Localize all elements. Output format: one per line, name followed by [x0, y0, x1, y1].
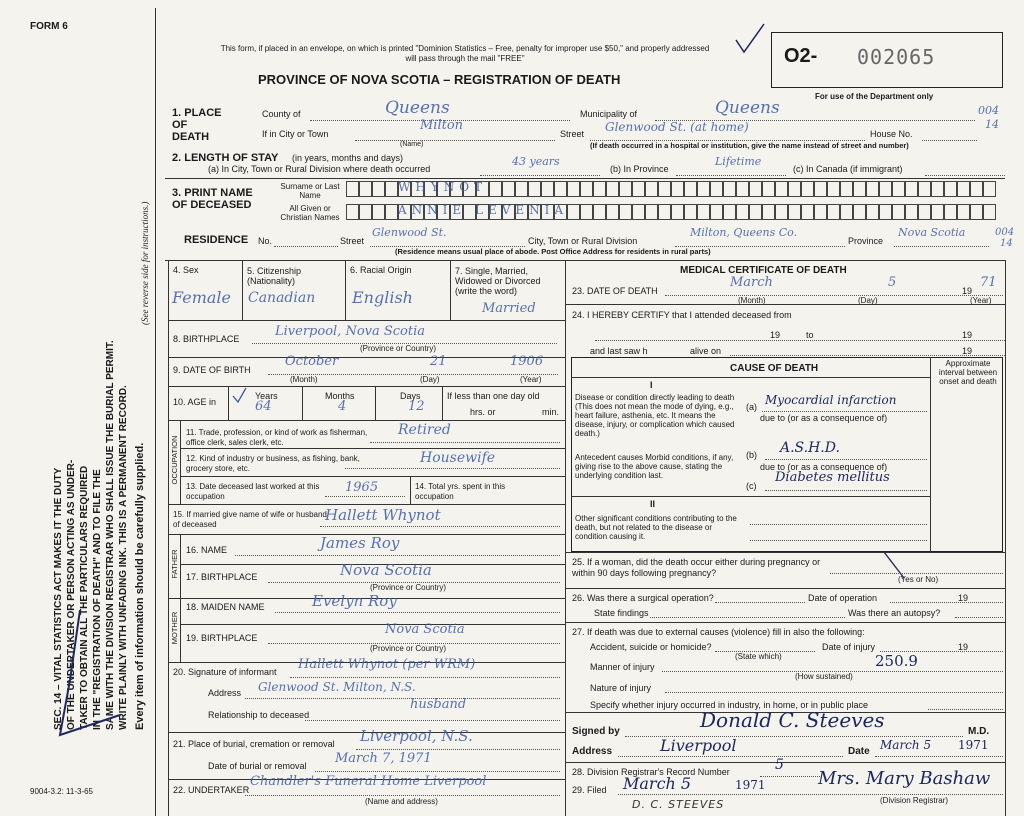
relationship-label: Relationship to deceased: [208, 710, 310, 720]
mother-maiden-label: 18. MAIDEN NAME: [186, 602, 265, 612]
name-char-box[interactable]: [944, 204, 957, 220]
registration-number-box: [771, 32, 1003, 88]
sign-date-label: Date: [848, 746, 870, 757]
name-char-box[interactable]: [866, 204, 879, 220]
name-char-box[interactable]: [710, 204, 723, 220]
father-side: FATHER: [170, 549, 179, 579]
date-op-label: Date of operation: [808, 593, 878, 603]
statute-line: IN THE "REGISTRATION OF DEATH" AND TO FILE THE: [92, 469, 103, 730]
death-19: 19: [962, 286, 973, 296]
name-char-box[interactable]: [515, 181, 528, 197]
father-name-value: James Roy: [320, 534, 400, 552]
name-char-box[interactable]: [944, 181, 957, 197]
name-char-box[interactable]: [580, 204, 593, 220]
filed-label: 29. Filed: [572, 785, 607, 795]
house-no-label: House No.: [870, 129, 913, 139]
certify-to: to: [806, 330, 814, 340]
cause-b-value: A.S.H.D.: [780, 440, 840, 456]
name-char-box[interactable]: [359, 204, 372, 220]
name-char-box[interactable]: [970, 181, 983, 197]
father-name-label: 16. NAME: [186, 545, 228, 555]
date-injury-label: Date of injury: [822, 642, 876, 652]
filed-date-value: March 5: [623, 774, 692, 793]
res-code-2: 14: [1000, 238, 1013, 249]
name-char-box[interactable]: [814, 181, 827, 197]
stay-a-label: (a) In City, Town or Rural Division where death occurred: [208, 164, 431, 174]
care-notice: Every item of information should be carefully supplied.: [134, 442, 146, 730]
birth-day: 21: [430, 354, 447, 369]
given-label: All Given or Christian Names: [280, 204, 340, 222]
cause-c-value: Diabetes mellitus: [775, 470, 890, 485]
racial-label: 6. Racial Origin: [350, 265, 412, 275]
name-char-box[interactable]: [346, 204, 359, 220]
sign-address-value: Liverpool: [660, 736, 737, 755]
statute-line: WRITE PLAINLY WITH UNFADING INK. THIS IS A PERMANENT RECORD.: [118, 385, 129, 730]
dob-label: 9. DATE OF BIRTH: [173, 365, 251, 375]
birthplace-value: Liverpool, Nova Scotia: [275, 324, 426, 339]
signed-by-value: Donald C. Steeves: [700, 708, 885, 732]
surname-label: Surname or Last Name: [280, 182, 340, 200]
autopsy-label: Was there an autopsy?: [848, 608, 941, 618]
cause-title: CAUSE OF DEATH: [730, 363, 819, 374]
burial-date-label: Date of burial or removal: [208, 761, 307, 771]
name-char-box[interactable]: [723, 204, 736, 220]
due-to-a: due to (or as a consequence of): [760, 413, 888, 423]
last-worked-label: 13. Date deceased last worked at this occupation: [186, 482, 320, 501]
name-char-box[interactable]: [736, 181, 749, 197]
op-19: 19: [958, 593, 969, 603]
last-worked-value: 1965: [345, 480, 379, 495]
registrar-signature: Mrs. Mary Bashaw: [818, 768, 991, 789]
name-char-box[interactable]: [580, 181, 593, 197]
stay-units: (in years, months and days): [292, 153, 404, 163]
surname-value: WHYNOT: [398, 180, 488, 194]
spouse-label: 15. If married give name of wife or husband of deceased: [173, 510, 327, 529]
less-than-day-label: If less than one day old: [447, 391, 540, 401]
division-registrar-caption: (Division Registrar): [880, 796, 949, 805]
name-caption: (Name): [400, 141, 424, 148]
name-char-box[interactable]: [788, 181, 801, 197]
name-char-box[interactable]: [905, 181, 918, 197]
name-char-box[interactable]: [385, 181, 398, 197]
father-birthplace-value: Nova Scotia: [340, 561, 432, 579]
res-province-value: Nova Scotia: [898, 226, 966, 239]
name-char-box[interactable]: [541, 181, 554, 197]
disease-text: Disease or condition directly leading to death (This does not mean the mode of dying, e.g., heart failure, asthenia, etc. It means the disease, injury, or complication which caused death.): [575, 393, 735, 438]
city-label: If in City or Town: [262, 129, 329, 139]
place-of-death-label: 1. PLACE OF DEATH: [172, 107, 222, 143]
min-label: min.: [542, 407, 560, 417]
birthplace-label: 8. BIRTHPLACE: [173, 334, 240, 344]
length-of-stay-label: 2. LENGTH OF STAY: [172, 152, 279, 164]
sign-date-value: March 5: [880, 738, 932, 752]
pregnancy-label: 25. If a woman, did the death occur either during pregnancy or within 90 days following pregnancy?: [572, 557, 821, 578]
name-char-box[interactable]: [346, 181, 359, 197]
name-char-box[interactable]: [632, 204, 645, 220]
name-char-box[interactable]: [697, 181, 710, 197]
name-char-box[interactable]: [645, 181, 658, 197]
external-label: 27. If death was due to external causes (violence) fill in also the following:: [572, 627, 865, 637]
dob-day-caption: (Day): [420, 375, 440, 384]
res-note: (Residence means usual place of abode. Post Office Address for residents in rural parts): [395, 247, 711, 256]
death-month: March: [730, 275, 773, 290]
name-char-box[interactable]: [385, 204, 398, 220]
res-street-value: Glenwood St.: [372, 226, 447, 239]
dob-month-caption: (Month): [290, 375, 318, 384]
residence-label: RESIDENCE: [184, 234, 249, 246]
birth-year: 1906: [510, 354, 544, 369]
other-conditions-text: Other significant conditions contributing to the death, but not related to the disease or condition causing it.: [575, 514, 737, 541]
name-char-box[interactable]: [827, 181, 840, 197]
name-char-box[interactable]: [619, 181, 632, 197]
mother-maiden-value: Evelyn Roy: [312, 592, 397, 610]
name-char-box[interactable]: [840, 204, 853, 220]
muni-code: 004: [978, 104, 999, 117]
md-label: M.D.: [968, 726, 990, 737]
name-char-box[interactable]: [957, 181, 970, 197]
trade-label: 11. Trade, profession, or kind of work as fisherman, office clerk, sales clerk, etc.: [186, 428, 368, 447]
certify-label: 24. I HEREBY CERTIFY that I attended deceased from: [572, 310, 792, 320]
years-label: Years: [255, 391, 278, 401]
undertaker-label: 22. UNDERTAKER: [173, 785, 250, 795]
occupation-side-wrap: [170, 420, 180, 504]
tick-mark: [732, 20, 768, 56]
injury-code: 250.9: [875, 652, 918, 670]
birthplace-caption: (Province or Country): [360, 344, 437, 353]
undertaker-value: Chandler's Funeral Home Liverpool: [250, 774, 487, 789]
informant-address-value: Glenwood St. Milton, N.S.: [258, 680, 416, 694]
mother-birthplace-value: Nova Scotia: [385, 622, 465, 637]
father-birthplace-label: 17. BIRTHPLACE: [186, 572, 258, 582]
statute-line: TAKER TO OBTAIN ALL THE PARTICULARS REQUIRED: [79, 465, 90, 730]
statute-line: OF THE UNDERTAKER OR PERSON ACTING AS UNDER-: [66, 459, 77, 730]
name-char-box[interactable]: [866, 181, 879, 197]
name-char-box[interactable]: [671, 204, 684, 220]
name-char-box[interactable]: [840, 181, 853, 197]
name-char-box[interactable]: [879, 204, 892, 220]
name-char-box[interactable]: [853, 204, 866, 220]
signed-by-label: Signed by: [572, 726, 620, 737]
name-char-box[interactable]: [658, 181, 671, 197]
informant-value: Hallett Whynot (per WRM): [298, 657, 476, 672]
occupation-value: Retired: [398, 422, 451, 438]
name-char-box[interactable]: [749, 204, 762, 220]
filed-year-value: 1971: [735, 778, 766, 792]
mother-birthplace-caption: (Province or Country): [370, 644, 447, 653]
age-tick: [230, 386, 250, 406]
stamp-name: D. C. STEEVES: [632, 798, 725, 811]
dod-month-caption: (Month): [738, 296, 766, 305]
record-number-value: 5: [775, 757, 784, 773]
mother-side-wrap: [170, 598, 180, 662]
cause-a-value: Myocardial infarction: [765, 393, 897, 407]
citizenship-label: 5. Citizenship (Nationality): [247, 266, 302, 286]
name-char-box[interactable]: [489, 181, 502, 197]
roman-two: II: [650, 499, 656, 509]
name-char-box[interactable]: [970, 204, 983, 220]
undertaker-caption: (Name and address): [365, 797, 438, 806]
cause-c-label: (c): [746, 481, 757, 491]
res-street-label: Street: [340, 236, 365, 246]
injury-19: 19: [958, 642, 969, 652]
hospital-note: (If death occurred in a hospital or institution, give the name instead of street and number): [590, 141, 909, 150]
months-label: Months: [325, 391, 355, 401]
how-sustained-caption: (How sustained): [795, 672, 853, 681]
dob-year-caption: (Year): [520, 375, 542, 384]
mother-birthplace-label: 19. BIRTHPLACE: [186, 633, 258, 643]
marital-label: 7. Single, Married, Widowed or Divorced (write the word): [455, 266, 541, 296]
name-char-box[interactable]: [775, 204, 788, 220]
state-which-caption: (State which): [735, 652, 782, 661]
age-days: 12: [408, 399, 425, 414]
sign-address-label: Address: [572, 746, 613, 757]
form-number: FORM 6: [30, 21, 68, 32]
burial-date-value: March 7, 1971: [335, 751, 432, 766]
name-char-box[interactable]: [931, 204, 944, 220]
certify-19-a: 19: [770, 330, 781, 340]
check-mark-scribble: [40, 600, 140, 750]
name-char-box[interactable]: [359, 181, 372, 197]
street-label: Street: [560, 129, 585, 139]
name-char-box[interactable]: [801, 204, 814, 220]
date-of-death-label: 23. DATE OF DEATH: [572, 286, 658, 296]
res-city-label: City, Town or Rural Division: [528, 236, 638, 246]
name-char-box[interactable]: [593, 181, 606, 197]
antecedent-text: Antecedent causes Morbid conditions, if any, giving rise to the above cause, stating the underlying condition last.: [575, 453, 734, 480]
relationship-value: husband: [410, 697, 467, 712]
death-day: 5: [888, 275, 897, 290]
cause-b-label: (b): [746, 450, 757, 460]
name-char-box[interactable]: [892, 204, 905, 220]
sign-year-value: 1971: [958, 738, 989, 752]
name-char-box[interactable]: [788, 204, 801, 220]
name-char-box[interactable]: [593, 204, 606, 220]
stay-province-value: Lifetime: [715, 155, 762, 168]
print-name-label: 3. PRINT NAME OF DECEASED: [172, 187, 253, 211]
accident-label: Accident, suicide or homicide?: [590, 642, 712, 652]
county-label: County of: [262, 109, 301, 119]
name-char-box[interactable]: [931, 181, 944, 197]
citizenship-value: Canadian: [248, 290, 316, 306]
age-years: 64: [255, 399, 272, 414]
dod-year-caption: (Year): [970, 296, 992, 305]
reverse-notice: (See reverse side for instructions.): [140, 201, 150, 325]
name-char-box[interactable]: [528, 181, 541, 197]
stay-local-value: 43 years: [512, 155, 560, 168]
informant-address-label: Address: [208, 688, 242, 698]
cause-a-label: (a): [746, 402, 757, 412]
name-char-box[interactable]: [671, 181, 684, 197]
reg-prefix: O2-: [784, 45, 818, 67]
name-char-box[interactable]: [710, 181, 723, 197]
name-char-box[interactable]: [801, 181, 814, 197]
house-code: 14: [985, 118, 999, 131]
informant-label: 20. Signature of informant: [173, 667, 277, 677]
yes-no-caption: (Yes or No): [898, 575, 939, 584]
stay-b-label: (b) In Province: [610, 164, 669, 174]
alive-19: 19: [962, 346, 973, 356]
spouse-value: Hallett Whynot: [325, 506, 441, 524]
where-injury-label: Specify whether injury occurred in industry, in home, or in public place: [590, 700, 868, 710]
record-no-label: 28. Division Registrar's Record Number: [572, 767, 730, 777]
name-char-box[interactable]: [619, 204, 632, 220]
medical-certificate-title: MEDICAL CERTIFICATE OF DEATH: [680, 265, 847, 276]
interval-label: Approximate interval between onset and death: [938, 359, 998, 386]
name-char-box[interactable]: [632, 181, 645, 197]
burial-place-value: Liverpool, N.S.: [360, 727, 473, 745]
res-no-label: No.: [258, 236, 273, 246]
nature-injury-label: Nature of injury: [590, 683, 652, 693]
name-char-box[interactable]: [372, 181, 385, 197]
form-left-border: [155, 8, 156, 816]
name-char-box[interactable]: [697, 204, 710, 220]
last-saw-label: and last saw h: [590, 346, 648, 356]
name-char-box[interactable]: [762, 181, 775, 197]
statute-line: SEC. 14 – VITAL STATISTICS ACT MAKES IT THE DUTY: [53, 467, 64, 730]
reg-number: 002065: [857, 45, 936, 69]
certify-19-b: 19: [962, 330, 973, 340]
form-title: PROVINCE OF NOVA SCOTIA – REGISTRATION OF DEATH: [258, 72, 621, 87]
dept-use: For use of the Department only: [815, 92, 934, 101]
age-months: 4: [338, 399, 347, 414]
name-char-box[interactable]: [905, 204, 918, 220]
father-birthplace-caption: (Province or Country): [370, 583, 447, 592]
days-label: Days: [400, 391, 421, 401]
res-code-1: 004: [995, 227, 1015, 238]
street-value: Glenwood St. (at home): [605, 120, 749, 134]
given-value: ANNIE LEVENIA: [398, 203, 569, 217]
sex-label: 4. Sex: [173, 265, 199, 275]
name-char-box[interactable]: [918, 181, 931, 197]
municipality-value: Queens: [715, 98, 780, 118]
name-char-box[interactable]: [606, 204, 619, 220]
res-province-label: Province: [848, 236, 884, 246]
name-char-box[interactable]: [827, 204, 840, 220]
name-char-box[interactable]: [372, 204, 385, 220]
pregnancy-mark: [880, 548, 910, 584]
name-char-box[interactable]: [645, 204, 658, 220]
name-char-box[interactable]: [606, 181, 619, 197]
burial-label: 21. Place of burial, cremation or removal: [173, 739, 335, 749]
statute-line: SAME WITH THE DIVISION REGISTRAR WHO SHALL ISSUE THE BURIAL PERMIT.: [105, 340, 116, 730]
racial-value: English: [352, 288, 413, 307]
sex-value: Female: [172, 288, 231, 307]
name-char-box[interactable]: [814, 204, 827, 220]
name-char-box[interactable]: [502, 181, 515, 197]
name-char-box[interactable]: [983, 181, 996, 197]
city-value: Milton: [420, 118, 464, 133]
name-char-box[interactable]: [775, 181, 788, 197]
father-side-wrap: [170, 534, 180, 598]
mail-notice: This form, if placed in an envelope, on which is printed "Dominion Statistics – Free, penalty for improper use $50," and properly addressed will pass through the mail "FREE": [220, 44, 710, 63]
death-year: 71: [980, 275, 997, 290]
name-char-box[interactable]: [762, 204, 775, 220]
mother-side: MOTHER: [170, 611, 179, 645]
name-char-box[interactable]: [658, 204, 671, 220]
age-label: 10. AGE in: [173, 397, 217, 407]
surgery-label: 26. Was there a surgical operation?: [572, 593, 714, 603]
res-city-value: Milton, Queens Co.: [690, 226, 798, 239]
industry-label: 12. Kind of industry or business, as fishing, bank, grocery store, etc.: [186, 454, 360, 473]
name-char-box[interactable]: [736, 204, 749, 220]
industry-value: Housewife: [420, 450, 496, 466]
manner-injury-label: Manner of injury: [590, 662, 655, 672]
name-char-box[interactable]: [918, 204, 931, 220]
name-char-box[interactable]: [684, 204, 697, 220]
name-char-box[interactable]: [723, 181, 736, 197]
name-char-box[interactable]: [567, 204, 580, 220]
name-char-box[interactable]: [957, 204, 970, 220]
total-years-label: 14. Total yrs. spent in this occupation: [415, 482, 506, 501]
birth-month: October: [285, 354, 339, 369]
dod-day-caption: (Day): [858, 296, 878, 305]
municipality-label: Municipality of: [580, 109, 638, 119]
occupation-side: OCCUPATION: [170, 435, 179, 485]
alive-on-label: alive on: [690, 346, 722, 356]
due-to-b: due to (or as a consequence of): [760, 462, 888, 472]
roman-one: I: [650, 380, 653, 390]
stay-c-label: (c) In Canada (if immigrant): [793, 164, 903, 174]
name-char-box[interactable]: [853, 181, 866, 197]
name-char-box[interactable]: [983, 204, 996, 220]
name-char-box[interactable]: [567, 181, 580, 197]
county-value: Queens: [385, 98, 450, 118]
name-char-box[interactable]: [879, 181, 892, 197]
name-char-box[interactable]: [684, 181, 697, 197]
state-findings-label: State findings: [594, 608, 649, 618]
name-char-box[interactable]: [749, 181, 762, 197]
hrs-label: hrs. or: [470, 407, 496, 417]
name-char-box[interactable]: [892, 181, 905, 197]
marital-value: Married: [482, 301, 536, 316]
name-char-box[interactable]: [554, 181, 567, 197]
print-code: 9004-3.2: 11-3-65: [30, 787, 94, 796]
